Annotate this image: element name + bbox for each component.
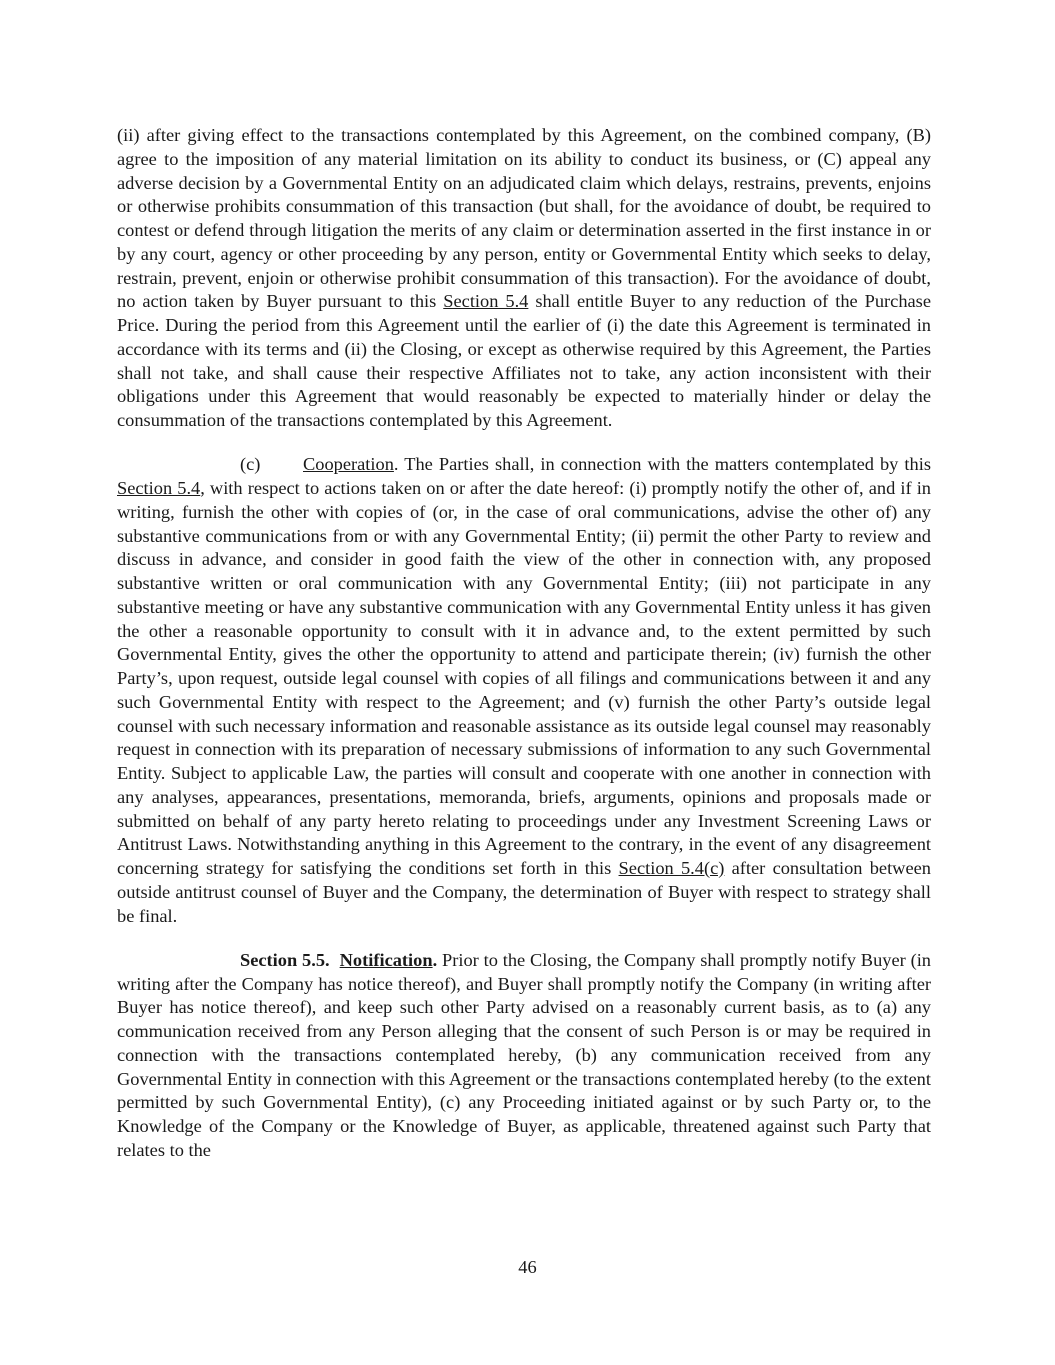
section-reference: Section 5.4(c) [618,858,725,878]
paragraph-5-5-notification [117,949,931,1163]
section-heading: Notification [339,949,433,970]
paragraph-text: , with respect to actions taken on or after the date hereof: (i) promptly notify the other of, and if in writing, furnish the other with copies of (or, in the case of oral communications, advise the other of) any substantive communications from or with any Governmental Entity; (ii) permit the other Party to review and discuss in advance, and consider in good faith the view of the other in connection with, any proposed substantive written or oral communication with any Governmental Entity; (iii) not participate in any substantive meeting or have any substantive communication with any Governmental Entity unless it has given the other a reasonable opportunity to consult with it in advance and, to the extent permitted by such Governmental Entity, gives the other the opportunity to attend and participate therein; (iv) furnish the other Party’s, upon request, outside legal counsel with copies of all filings and communications between it and any such Governmental Entity with respect to the Agreement; and (v) furnish the other Party’s outside legal counsel with such necessary information and reasonable assistance as its outside legal counsel may reasonably request in connection with its preparation of necessary submissions of information to any such Governmental Entity. Subject to applicable Law, the parties will consult and cooperate with one another in connection with any analyses, appearances, presentations, memoranda, briefs, arguments, opinions and proposals made or submitted on behalf of any party hereto relating to proceedings under any Investment Screening Laws or Antitrust Laws. Notwithstanding anything in this Agreement to the contrary, in the event of any disagreement concerning strategy for satisfying the conditions set forth in this [117,478,931,878]
document-page [117,124,931,1183]
paragraph-text: shall entitle Buyer to any reduction of the Purchase Price. During the period from this Agreement until the earlier of (i) the date this Agreement is terminated in accordance with its terms and (ii) the Closing, or except as otherwise required by this Agreement, the Parties shall not take, and shall cause their respective Affiliates not to take, any action inconsistent with their obligations under this Agreement that would reasonably be expected to materially hinder or delay the consummation of the transactions contemplated by this Agreement. [117,291,932,430]
section-reference: Section 5.4 [443,291,529,312]
section-heading-period: . [432,949,438,970]
page-number: 46 [518,1257,537,1277]
subsection-heading: Cooperation [303,454,394,475]
section-number: Section 5.5. [240,949,330,970]
paragraph-text: (ii) after giving effect to the transactions contemplated by this Agreement, on the combined company, (B) agree to the imposition of any material limitation on its ability to conduct its business, or (C) appeal any adverse decision by a Governmental Entity on an adjudicated claim which delays, restrains, prevents, enjoins or otherwise prohibits consummation of this transaction (but shall, for the avoidance of doubt, be required to contest or defend through litigation the merits of any claim or determination asserted in the first instance in or by any court, agency or other proceeding by any person, entity or Governmental Entity which seeks to delay, restrain, prevent, enjoin or otherwise prohibit consummation of this transaction). For the avoidance of doubt, no action taken by Buyer pursuant to this [117,125,931,312]
paragraph-text: Prior to the Closing, the Company shall promptly notify Buyer (in writing after the Company has notice thereof), and Buyer shall promptly notify the Company (in writing after Buyer has notice thereof), and keep such other Party advised on a reasonably current basis, as to (a) any communication received from any Person alleging that the consent of such Person is or may be required in connection with the transactions contemplated hereby, (b) any communication received from any Governmental Entity in connection with this Agreement or the transactions contemplated hereby (to the extent permitted by such Governmental Entity), (c) any Proceeding initiated against or by such Party or, to the Knowledge of the Company or the Knowledge of Buyer, as applicable, threatened against such Party that relates to the [117,949,931,1160]
paragraph-text: after consultation between outside antitrust counsel of Buyer and the Company, the determination of Buyer with respect to strategy shall be final. [117,858,931,926]
paragraph-5-4-b-continued [117,124,931,433]
section-reference: Section 5.4 [117,478,201,498]
subsection-letter: (c) [240,454,261,475]
paragraph-5-4-c-cooperation [117,453,931,928]
paragraph-text: . The Parties shall, in connection with the matters contemplated by this [393,454,931,475]
